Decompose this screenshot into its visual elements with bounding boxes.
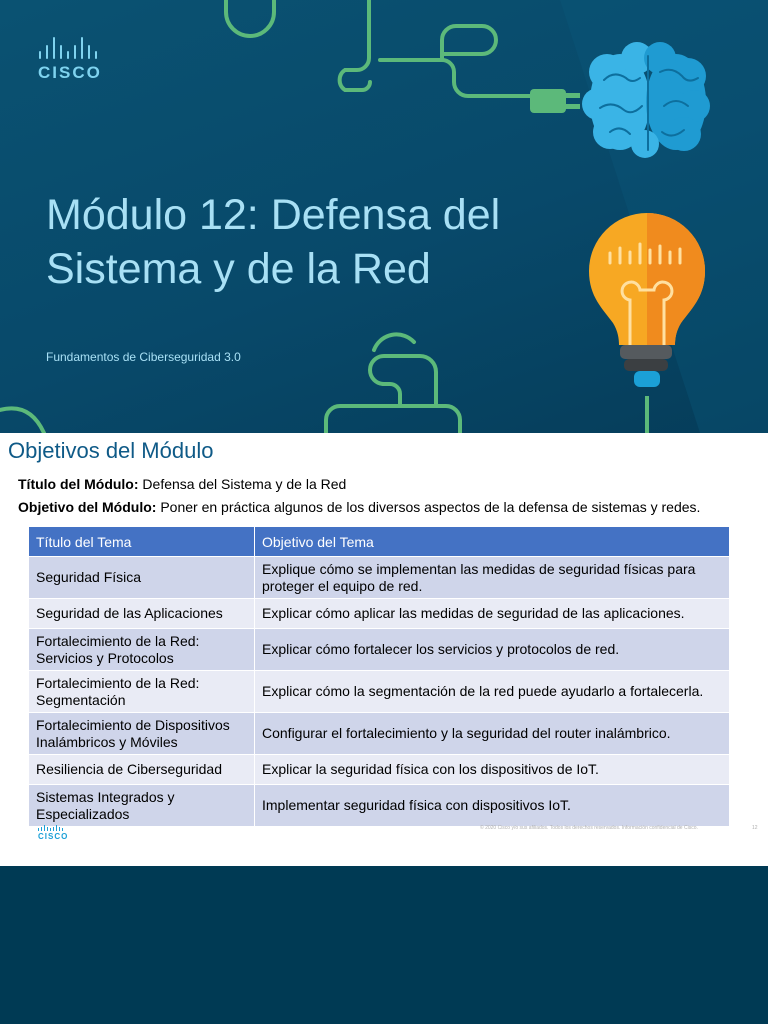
topic-cell: Fortalecimiento de Dispositivos Inalámbricos y Móviles <box>29 713 255 755</box>
table-row <box>29 599 730 629</box>
copyright-footer: © 2020 Cisco y/o sus afiliados. Todos los derechos reservados. Información confidencial de Cisco. <box>480 825 698 831</box>
cisco-bars-small-icon <box>38 825 72 831</box>
topic-cell: Seguridad Física <box>29 557 255 599</box>
slide-title: Módulo 12: Defensa del Sistema y de la Red <box>46 191 501 293</box>
cisco-wordmark: CISCO <box>38 63 102 82</box>
topic-cell: Sistemas Integrados y Especializados <box>29 785 255 827</box>
module-objective-label: Objetivo del Módulo: <box>18 499 157 515</box>
brain-icon <box>582 42 710 158</box>
plug-icon <box>530 89 580 113</box>
table-row <box>29 713 730 755</box>
objective-cell: Explicar cómo fortalecer los servicios y protocolos de red. <box>255 629 730 671</box>
table-header-row <box>29 527 730 557</box>
cisco-wordmark-small: CISCO <box>38 832 69 841</box>
cisco-logo <box>38 37 118 83</box>
topic-cell: Resiliencia de Ciberseguridad <box>29 755 255 785</box>
objective-cell: Configurar el fortalecimiento y la seguridad del router inalámbrico. <box>255 713 730 755</box>
slide-subtitle: Fundamentos de Ciberseguridad 3.0 <box>46 350 241 364</box>
objectives-heading: Objetivos del Módulo <box>8 438 214 463</box>
table-row <box>29 671 730 713</box>
module-objective-line <box>18 499 718 527</box>
objective-cell: Explicar la seguridad física con los dispositivos de IoT. <box>255 755 730 785</box>
topic-cell: Fortalecimiento de la Red: Servicios y Protocolos <box>29 629 255 671</box>
table-row <box>29 785 730 827</box>
module-title-label: Título del Módulo: <box>18 476 139 492</box>
topic-cell: Seguridad de las Aplicaciones <box>29 599 255 629</box>
module-title-line <box>18 476 346 493</box>
module-objective-value: Poner en práctica algunos de los diversos aspectos de la defensa de sistemas y redes. <box>160 499 701 515</box>
topic-cell: Fortalecimiento de la Red: Segmentación <box>29 671 255 713</box>
column-header-objective: Objetivo del Tema <box>255 527 730 557</box>
page-number: 12 <box>752 825 758 831</box>
circuit-lines-top <box>226 0 542 96</box>
module-title-value: Defensa del Sistema y de la Red <box>142 476 347 492</box>
table-row <box>29 755 730 785</box>
table-row <box>29 557 730 599</box>
objective-cell: Explicar cómo la segmentación de la red puede ayudarlo a fortalecerla. <box>255 671 730 713</box>
objectives-table <box>28 526 730 827</box>
column-header-topic: Título del Tema <box>29 527 255 557</box>
cisco-logo-small <box>38 825 72 841</box>
objectives-slide <box>0 433 768 866</box>
objective-cell: Explique cómo se implementan las medidas de seguridad físicas para proteger el equipo de red. <box>255 557 730 599</box>
cisco-bars-icon <box>39 37 118 59</box>
table-row <box>29 629 730 671</box>
objective-cell: Implementar seguridad física con dispositivos IoT. <box>255 785 730 827</box>
title-slide <box>0 0 768 433</box>
objective-cell: Explicar cómo aplicar las medidas de seguridad de las aplicaciones. <box>255 599 730 629</box>
